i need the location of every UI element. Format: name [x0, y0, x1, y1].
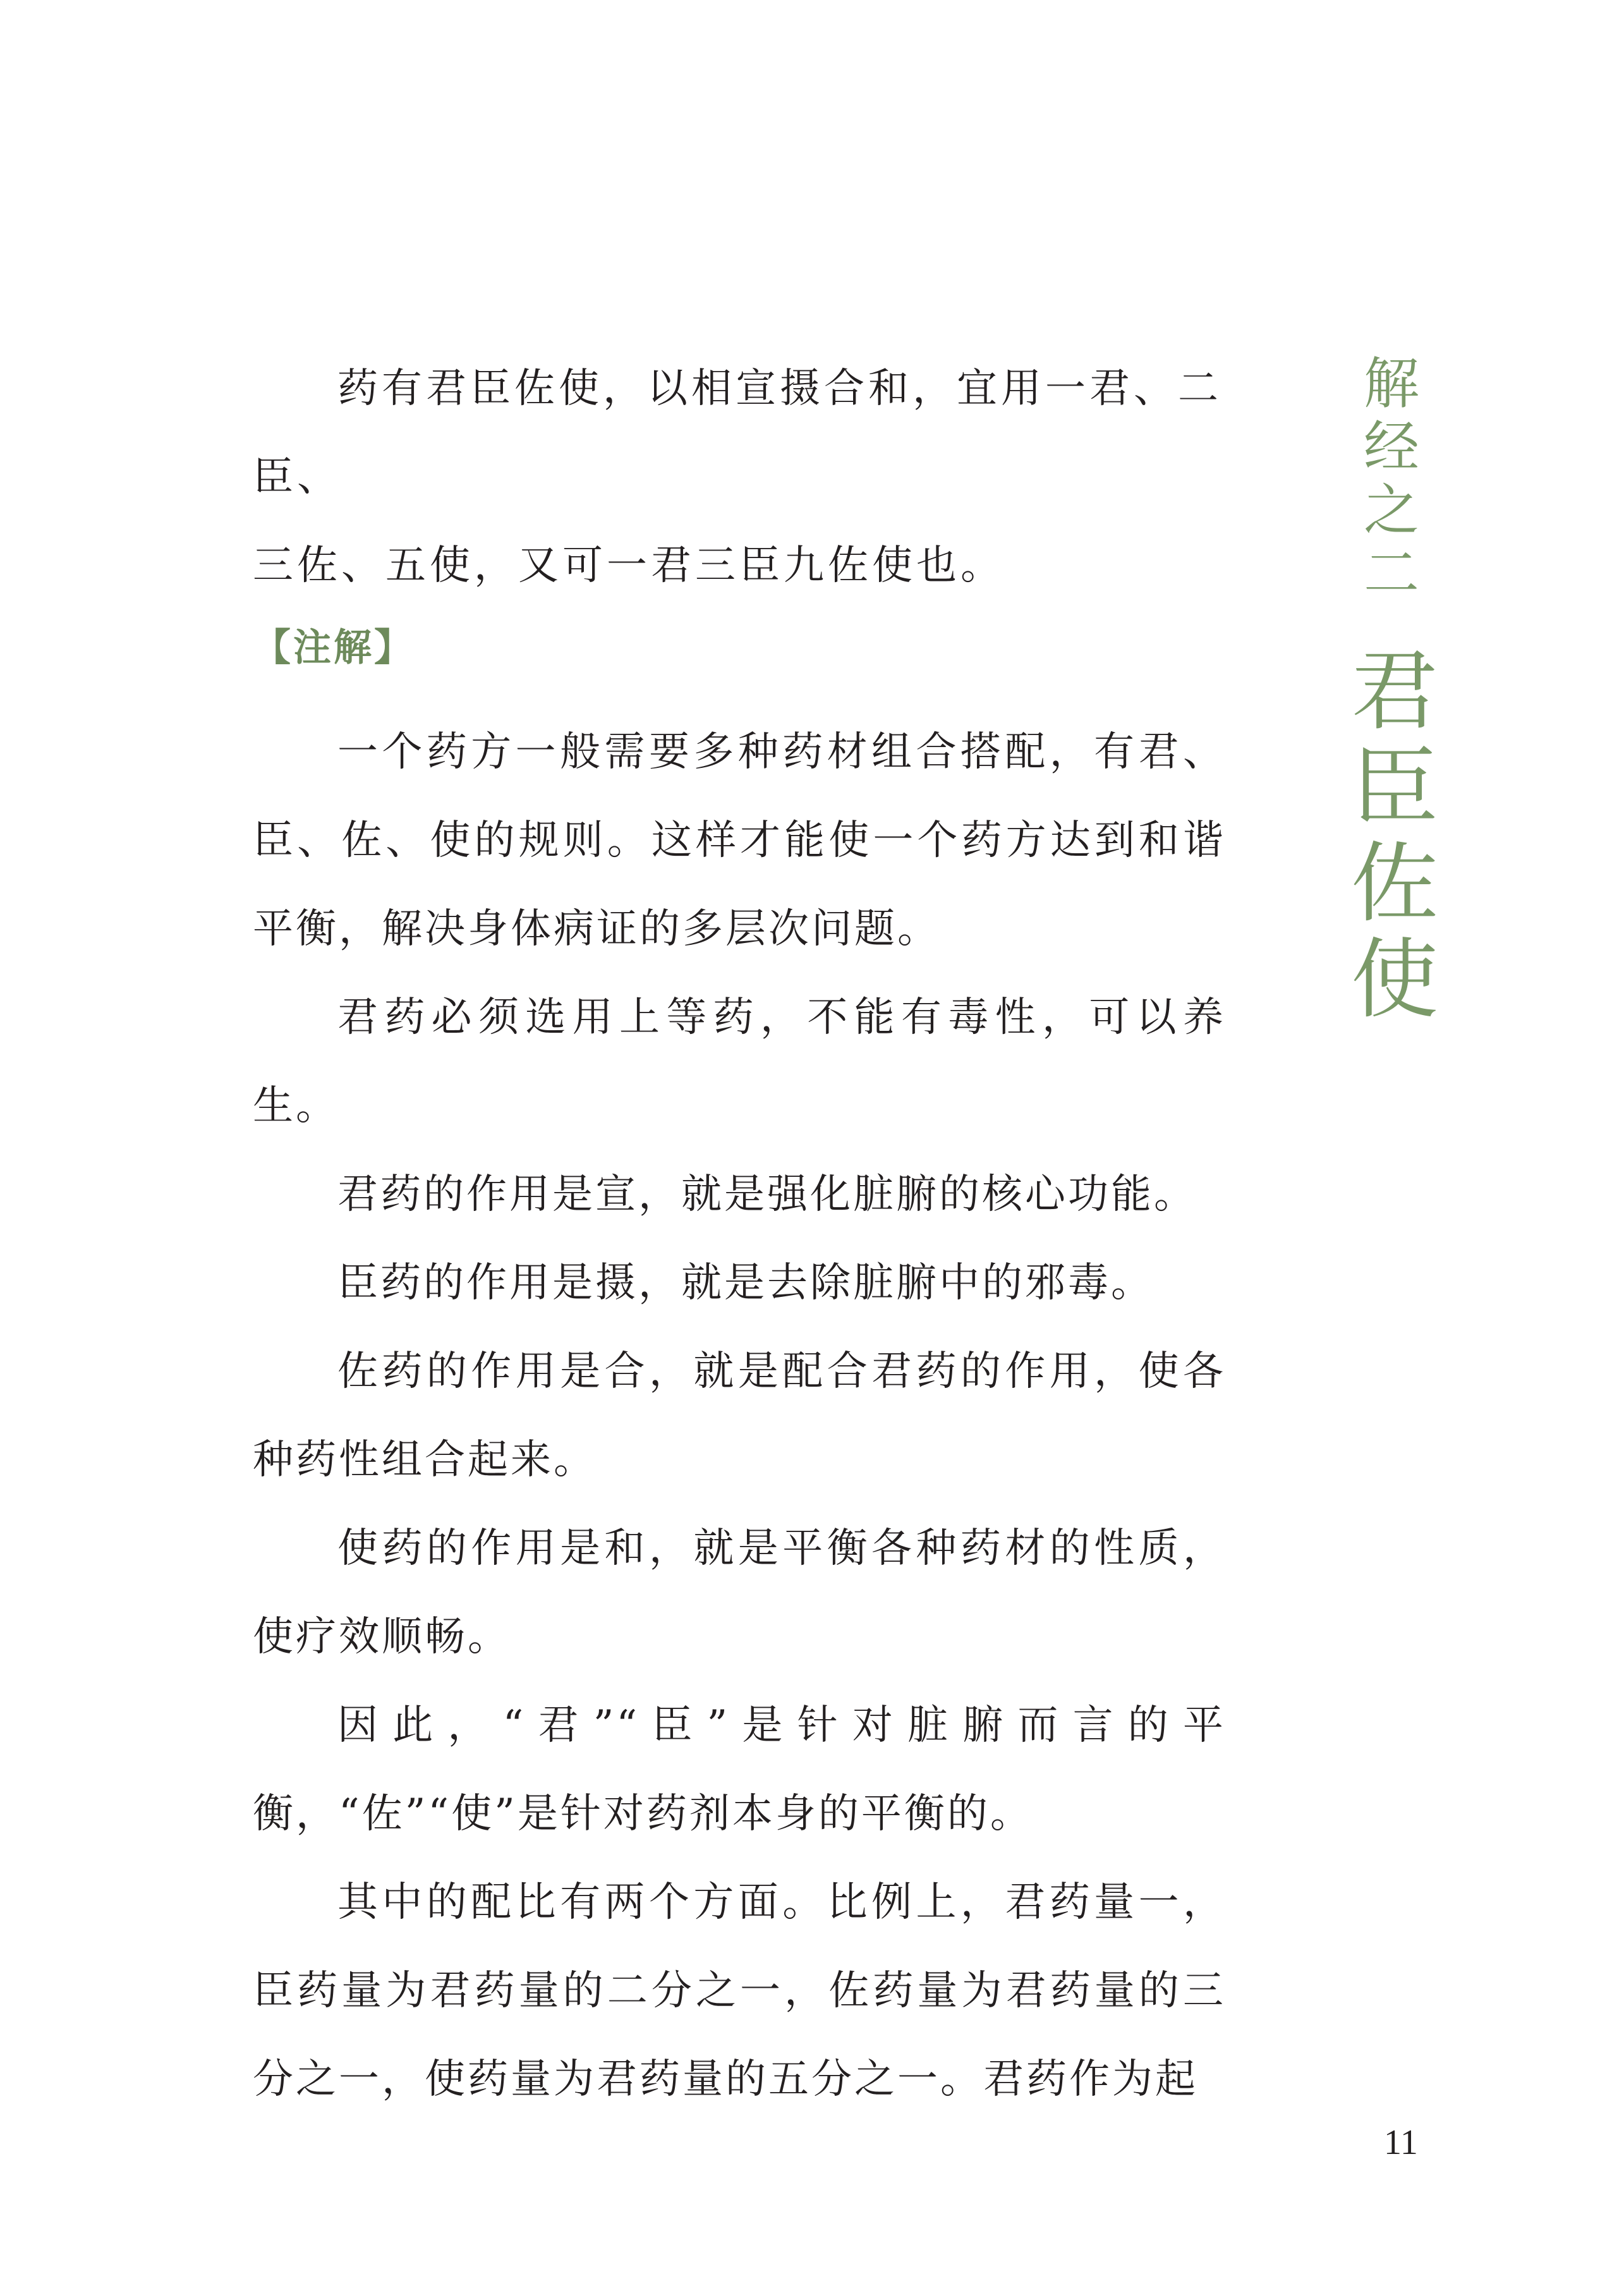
classic-quotation: [253, 344, 1226, 610]
classic-line-1: 药有君臣佐使，以相宣摄合和，宜用一君、二臣、: [253, 365, 1222, 501]
body-paragraph: 使药的作用是和，就是平衡各种药材的性质，使疗效顺畅。: [253, 1525, 1226, 1660]
annotation-label: 【注解】: [253, 626, 415, 670]
chapter-title: 君臣佐使: [1336, 645, 1438, 1029]
body-paragraph: 君药必须选用上等药，不能有毒性，可以养生。: [253, 994, 1226, 1129]
classic-line-2: 三佐、五使，又可一君三臣九佐使也。: [253, 542, 1005, 589]
body-paragraph: 一个药方一般需要多种药材组合搭配，有君、臣、佐、使的规则。这样才能使一个药方达到和谐平衡，解决身体病证的多层次问题。: [253, 729, 1226, 952]
chapter-heading: [1333, 354, 1441, 1029]
body-paragraph: 君药的作用是宣，就是强化脏腑的核心功能。: [337, 1171, 1197, 1218]
page-number: 11: [1384, 2123, 1418, 2162]
chapter-subtitle: 解经之二: [1355, 354, 1420, 607]
body-paragraph: 佐药的作用是合，就是配合君药的作用，使各种药性组合起来。: [253, 1348, 1226, 1483]
annotation-body: [253, 708, 1226, 2124]
body-paragraph: 因此，“君”“臣”是针对脏腑而言的平衡，“佐”“使”是针对药剂本身的平衡的。: [253, 1702, 1226, 1837]
body-paragraph: 其中的配比有两个方面。比例上，君药量一，臣药量为君药量的二分之一，佐药量为君药量的三分之一，使药量为君药量的五分之一。君药作为起: [253, 1879, 1226, 2103]
body-paragraph: 臣药的作用是摄，就是去除脏腑中的邪毒。: [337, 1260, 1154, 1306]
